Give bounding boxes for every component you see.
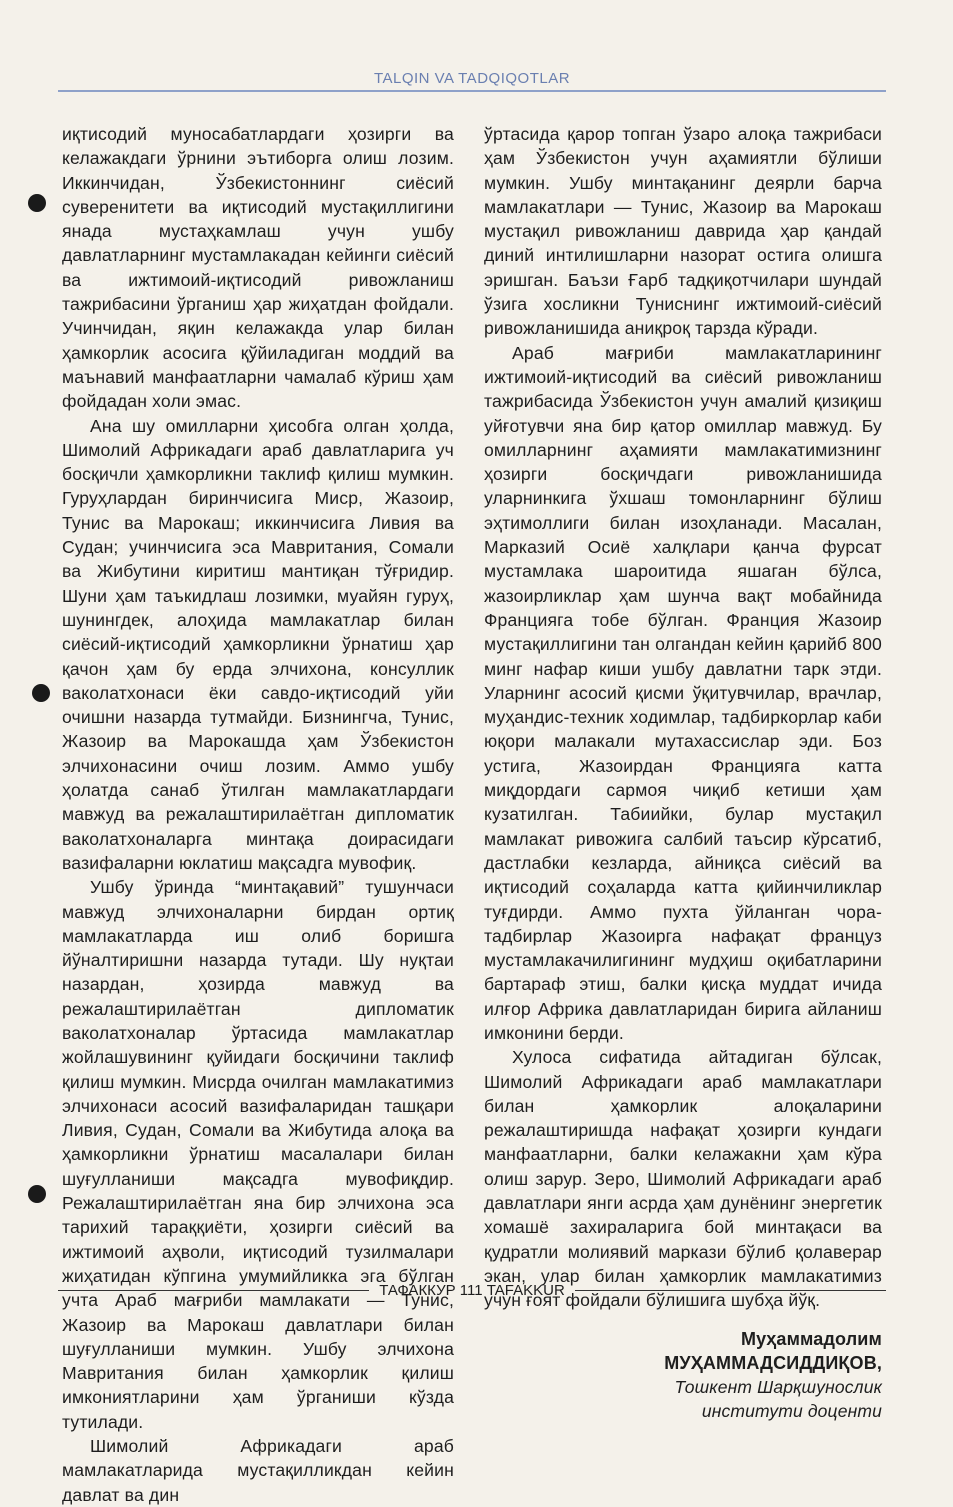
- paragraph: Араб мағриби мамлакатларининг ижтимоий-иқтисодий ва сиёсий ривожланиш тажрибасида Ўзбекистон учун амалий қизиқиш уйғотувчи яна бир қатор омиллар мавжуд. Бу омилларнинг аҳамияти мамлакатимизнинг ҳозирги босқичдаги ривожланишида уларнинкига ўхшаш томонларнинг бўлиш эҳтимоллиги билан изоҳланади. Масалан, Марказий Осиё халқлари қанча фурсат мустамлака шароитида яшаган бўлса, жазоирликлар ҳам шунча вақт мобайнида Францияга тобе бўлган. Франция Жазоир мустақиллигини тан олгандан кейин қарийб 800 минг нафар киши ушбу давлатни тарк этди. Уларнинг асосий қисми ўқитувчилар, врачлар, муҳандис-техник ходимлар, тадбиркорлар каби юқори малакали мутахассислар эди. Боз устига, Жазоирдан Францияга катта миқдордаги сармоя чиқиб кетиши ҳам кузатилган. Табиийки, булар мустақил мамлакат ривожига салбий таъсир кўрсатиб, дастлабки кезларда, айниқса сиёсий ва иқтисодий соҳаларда катта қийинчиликлар туғдирди. Аммо пухта ўйланган чора-тадбирлар Жазоирга нафақат француз мустамлакачилигининг мудҳиш оқибатларини бартараф этиш, балки қисқа муддат ичида илғор Африка давлатларидан бирига айланиш имконини берди.: [484, 342, 882, 1043]
- paragraph: Ушбу ўринда “минтақавий” тушунчаси мавжуд элчихоналарни бирдан ортиқ мамлакатларда иш олиб боришга йўналтиришни назарда тутади. Шу нуқтаи назардан, ҳозирда мавжуд ва режалаштирилаётган дипломатик ваколатхоналар ўртасида мамлакатлар жойлашувининг қуйидаги босқичини таклиф қилиш мумкин. Мисрда очилган мамлакатимиз элчихонаси асосий вазифаларидан ташқари Ливия, Судан, Сомали ва Жибутида алоқа ва ҳамкорликни ўрнатиш масалалари билан шуғулланиши мақсадга мувофиқдир. Режалаштирилаётган яна бир элчихона эса тарихий тараққиёти, ҳозирги сиёсий ва ижтимоий аҳволи, иқтисодий тузилмалари жиҳатидан кўпгина умумийликка эга бўлган учта Араб мағриби мамлакати — Тунис, Жазоир ва Марокаш давлатлари билан шуғулланиши мумкин. Ушбу элчихона Мавритания билан ҳамкорлик қилиш имкониятларини ҳам ўрганиши кўзда тутилади.: [62, 877, 454, 1432]
- author-affiliation-line1: Тошкент Шарқшунослик: [674, 1376, 882, 1397]
- paragraph: Хулоса сифатида айтадиган бўлсак, Шимолий Африкадаги араб мамлакатлари билан ҳамкорлик алоқаларини режалаштиришда нафақат ҳозирги кундаги манфаатларни, балки келажакни ҳам кўра олиш зарур. Зеро, Шимолий Африкадаги араб давлатлари янги асрда ҳам дунёнинг энергетик хомашё захираларига бой минтақаси ва қудратли молиявий маркази бўлиб қолаверар экан, улар билан ҳамкорлик мамлакатимиз учун ғоят фойдали бўлишига шубҳа йўқ.: [484, 1047, 882, 1311]
- paragraph: иқтисодий муносабатлардаги ҳозирги ва келажакдаги ўрнини эътиборга олиш лозим. Иккинчидан, Ўзбекистоннинг сиёсий суверенитети ва иқтисодий мустақиллигини янада мустаҳкамлаш учун ушбу давлатларнинг мустамлакадан кейинги сиёсий ва ижтимоий-иқтисодий ривожланиш тажрибасини ўрганиш ҳар жиҳатдан фойдали. Учинчидан, яқин келажакда улар билан ҳамкорлик асосига қўйиладиган моддий ва маънавий манфаатларни чамалаб кўриш ҳам фойдадан холи эмас.: [62, 124, 454, 412]
- paragraph: ўртасида қарор топган ўзаро алоқа тажрибаси ҳам Ўзбекистон учун аҳамиятли бўлиши мумкин. Ушбу минтақанинг деярли барча мамлакатлари — Тунис, Жазоир ва Марокаш мустақил ривожланиш даврида ҳар қандай диний интилишларни назорат остига олишга эришган. Баъзи Ғарб тадқиқотчилари шундай ўзига хосликни Туниснинг ижтимоий-сиёсий ривожланишида аниқроқ тарзда кўради.: [484, 124, 882, 339]
- right-column: [484, 122, 882, 1423]
- binder-hole-bottom: [28, 1185, 46, 1203]
- author-last-name: МУҲАММАДСИДДИҚОВ,: [664, 1352, 882, 1373]
- paragraph: Шимолий Африкадаги араб мамлакатларида мустақилликдан кейин давлат ва дин: [62, 1436, 454, 1505]
- paragraph: Ана шу омилларни ҳисобга олган ҳолда, Шимолий Африкадаги араб давлатларига уч босқичли ҳамкорликни таклиф қилиш мумкин. Гуруҳлардан биринчисига Миср, Жазоир, Тунис ва Марокаш; иккинчисига Ливия ва Судан; учинчисига эса Мавритания, Сомали ва Жибутини киритиш мантиқан тўғридир. Шуни ҳам таъкидлаш лозимки, муайян гуруҳ, шунингдек, алоҳида мамлакатлар билан сиёсий-иқтисодий ҳамкорликни ўрнатиш ҳар қачон ҳам бу ерда элчихона, консуллик ваколатхонаси ёки савдо-иқтисодий уйи очишни назарда тутмайди. Бизнингча, Тунис, Жазоир ва Марокашда ҳам Ўзбекистон элчихонасини очиш лозим. Аммо ушбу ҳолатда санаб ўтилган мамлакатлардаги мавжуд ва режалаштирилаётган дипломатик ваколатхоналарга минтақа доирасидаги вазифаларни юклатиш мақсадга мувофиқ.: [62, 415, 454, 873]
- footer-rule-left: [58, 1290, 369, 1291]
- page-footer: [58, 1280, 886, 1300]
- author-signature: [484, 1327, 882, 1423]
- footer-rule-right: [575, 1290, 886, 1291]
- binder-hole-top: [28, 194, 46, 212]
- running-header: TALQIN VA TADQIQOTLAR: [373, 70, 571, 87]
- header-rule: [58, 90, 886, 92]
- binder-hole-middle: [32, 684, 50, 702]
- author-affiliation-line2: институти доценти: [701, 1400, 882, 1421]
- author-first-name: Муҳаммадолим: [740, 1328, 882, 1349]
- footer-text: ТАФАККУР 111 TAFAKKUR: [379, 1281, 565, 1299]
